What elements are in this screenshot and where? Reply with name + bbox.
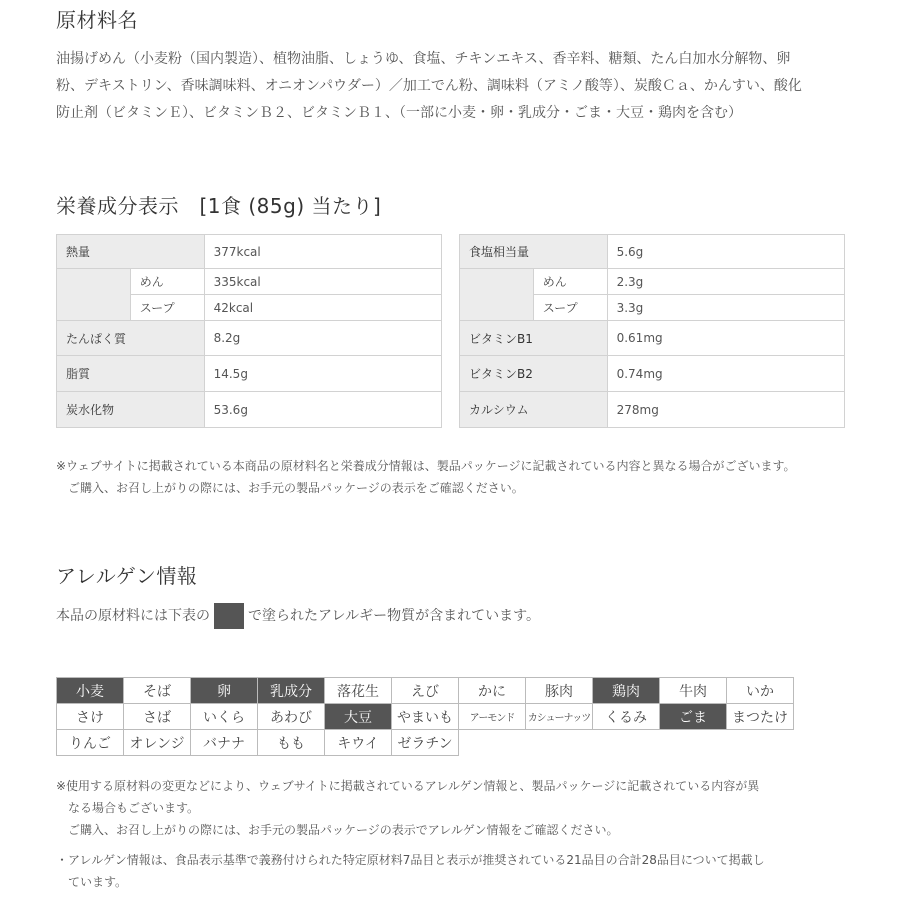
table-row [460, 321, 845, 356]
ingredients-title: 原材料名 [56, 8, 138, 32]
allergen-cell: カシューナッツ [526, 704, 593, 730]
allergen-cell: さば [124, 704, 191, 730]
allergen-scope-line: ています。 [68, 875, 128, 889]
protein-value: 8.2g [204, 321, 441, 356]
allergen-cell: ゼラチン [392, 730, 459, 756]
allergen-cell: 牛肉 [660, 678, 727, 704]
allergen-row [57, 678, 794, 704]
table-row [57, 269, 442, 295]
ingredients-line: 粉、デキストリン、香味調味料、オニオンパウダー）／加工でん粉、調味料（アミノ酸等）、炭酸Ｃａ、かんすい、酸化 [56, 78, 802, 94]
allergen-row [57, 704, 794, 730]
allergen-scope-note [56, 849, 765, 893]
vitamin-b2-value: 0.74mg [607, 356, 844, 392]
table-row [57, 356, 442, 392]
vitamin-b2-label: ビタミンB2 [460, 356, 608, 392]
allergen-title: アレルゲン情報 [56, 564, 198, 588]
vitamin-b1-label: ビタミンB1 [460, 321, 608, 356]
allergen-cell: アーモンド [459, 704, 526, 730]
allergen-cell: いか [727, 678, 794, 704]
ingredients-text [56, 46, 856, 127]
table-row [460, 269, 845, 295]
salt-label: 食塩相当量 [460, 235, 608, 269]
fat-label: 脂質 [57, 356, 205, 392]
allergen-cell: 小麦 [57, 678, 124, 704]
allergen-row [57, 730, 794, 756]
allergen-table [56, 677, 794, 756]
table-row [460, 235, 845, 269]
carb-label: 炭水化物 [57, 392, 205, 428]
allergen-cell: いくら [191, 704, 258, 730]
ingredients-line: 防止剤（ビタミンＥ）、ビタミンＢ２、ビタミンＢ１、（一部に小麦・卵・乳成分・ごま・大豆・鶏肉を含む） [56, 105, 742, 121]
allergen-cell: あわび [258, 704, 325, 730]
energy-label: 熱量 [57, 235, 205, 269]
allergen-cell: 乳成分 [258, 678, 325, 704]
energy-sub-spacer [57, 269, 131, 321]
allergen-cell: さけ [57, 704, 124, 730]
vitamin-b1-value: 0.61mg [607, 321, 844, 356]
salt-men-value: 2.3g [607, 269, 844, 295]
allergen-note [56, 775, 759, 841]
allergen-legend [56, 603, 540, 629]
nutrition-table-left [56, 234, 442, 428]
ingredients-line: 油揚げめん（小麦粉（国内製造）、植物油脂、しょうゆ、食塩、チキンエキス、香辛料、糖類、たん白加水分解物、卵 [56, 51, 791, 67]
allergen-scope-line: ・アレルゲン情報は、食品表示基準で義務付けられた特定原材料7品目と表示が推奨されている21品目の合計28品目について掲載し [56, 853, 765, 867]
salt-men-label: めん [533, 269, 607, 295]
allergen-cell: 鶏肉 [593, 678, 660, 704]
carb-value: 53.6g [204, 392, 441, 428]
nutrition-note [56, 455, 796, 499]
energy-value: 377kcal [204, 235, 441, 269]
allergen-cell: もも [258, 730, 325, 756]
allergen-cell: かに [459, 678, 526, 704]
table-row [57, 235, 442, 269]
allergen-legend-text-after: で塗られたアレルギー物質が含まれています。 [248, 608, 540, 624]
allergen-cell: 豚肉 [526, 678, 593, 704]
table-row [57, 321, 442, 356]
nutrition-note-line: ご購入、お召し上がりの際には、お手元の製品パッケージの表示をご確認ください。 [68, 481, 524, 495]
allergen-cell: ごま [660, 704, 727, 730]
energy-soup-value: 42kcal [204, 295, 441, 321]
nutrition-note-line: ※ウェブサイトに掲載されている本商品の原材料名と栄養成分情報は、製品パッケージに記載されている内容と異なる場合がございます。 [56, 459, 796, 473]
allergen-cell: 大豆 [325, 704, 392, 730]
salt-sub-spacer [460, 269, 534, 321]
energy-soup-label: スープ [130, 295, 204, 321]
allergen-legend-text-before: 本品の原材料には下表の [56, 608, 210, 624]
allergen-cell: やまいも [392, 704, 459, 730]
calcium-value: 278mg [607, 392, 844, 428]
salt-soup-label: スープ [533, 295, 607, 321]
allergen-note-line: ご購入、お召し上がりの際には、お手元の製品パッケージの表示でアレルゲン情報をご確認ください。 [68, 823, 619, 837]
table-row [57, 392, 442, 428]
allergen-note-line: なる場合もございます。 [68, 801, 200, 815]
allergen-cell: キウイ [325, 730, 392, 756]
allergen-cell: くるみ [593, 704, 660, 730]
allergen-cell: バナナ [191, 730, 258, 756]
salt-value: 5.6g [607, 235, 844, 269]
allergen-cell: 卵 [191, 678, 258, 704]
allergen-cell: オレンジ [124, 730, 191, 756]
nutrition-table-right [459, 234, 845, 428]
allergen-legend-swatch [214, 603, 244, 629]
nutrition-title: 栄養成分表示 [1食 (85g) 当たり] [56, 194, 382, 218]
calcium-label: カルシウム [460, 392, 608, 428]
allergen-cell: そば [124, 678, 191, 704]
allergen-cell: えび [392, 678, 459, 704]
energy-men-label: めん [130, 269, 204, 295]
salt-soup-value: 3.3g [607, 295, 844, 321]
allergen-note-line: ※使用する原材料の変更などにより、ウェブサイトに掲載されているアレルゲン情報と、製品パッケージに記載されている内容が異 [56, 779, 760, 793]
table-row [460, 392, 845, 428]
allergen-cell: りんご [57, 730, 124, 756]
protein-label: たんぱく質 [57, 321, 205, 356]
table-row [460, 356, 845, 392]
energy-men-value: 335kcal [204, 269, 441, 295]
allergen-cell: 落花生 [325, 678, 392, 704]
fat-value: 14.5g [204, 356, 441, 392]
allergen-cell: まつたけ [727, 704, 794, 730]
